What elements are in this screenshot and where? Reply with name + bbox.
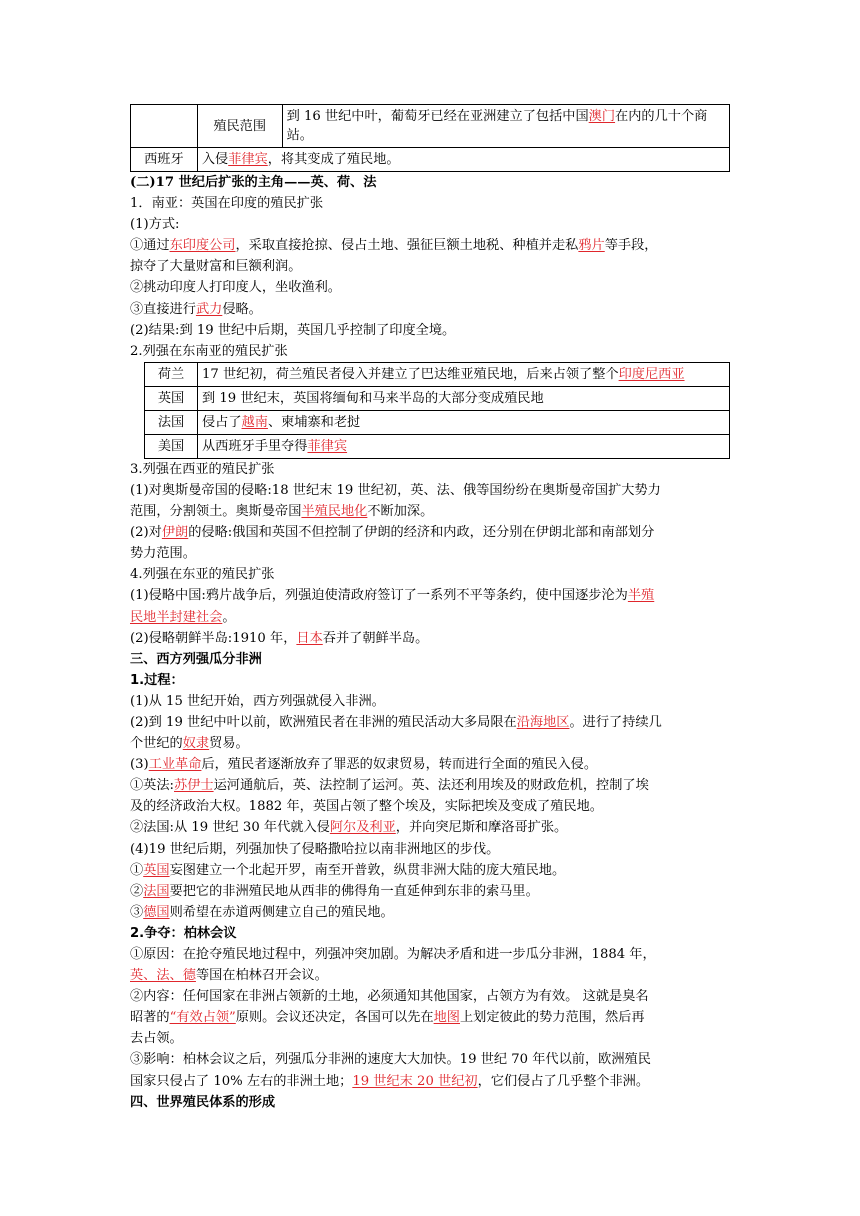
- keyword: 地图: [433, 1010, 460, 1026]
- country-cell: 美国: [145, 434, 198, 458]
- keyword: 武力: [195, 301, 223, 317]
- subsection-title: 1．南亚：英国在印度的殖民扩张: [130, 196, 324, 212]
- subsection-title: 4.列强在东亚的殖民扩张: [130, 567, 275, 583]
- keyword: 澳门: [588, 109, 616, 124]
- paragraph: (2)侵略朝鲜半岛:1910 年，日本吞并了朝鲜半岛。: [130, 630, 429, 646]
- keyword: 法国: [143, 883, 170, 899]
- paragraph: 掠夺了大量财富和巨额利润。: [130, 259, 302, 275]
- table-row: [145, 434, 730, 458]
- keyword: 德国: [143, 904, 170, 920]
- keyword: 民地半封建社会: [130, 609, 223, 625]
- paragraph: (2)结果:到 19 世纪中后期，英国几乎控制了印度全境。: [130, 322, 456, 338]
- row-content: 到 16 世纪中叶，葡萄牙已经在亚洲建立了包括中国澳门在内的几十个商站。: [282, 105, 729, 148]
- keyword: 菲律宾: [228, 152, 268, 167]
- country-cell: 英国: [145, 386, 198, 410]
- section-heading: 四、世界殖民体系的形成: [130, 1094, 276, 1110]
- subsection-title: 3.列强在西亚的殖民扩张: [130, 461, 275, 477]
- keyword: 19 世纪末 20 世纪初: [352, 1073, 478, 1089]
- subsection-title: 2.争夺：柏林会议: [130, 925, 237, 941]
- portugal-spain-table: [130, 104, 730, 172]
- keyword: 英、法、德: [130, 968, 196, 984]
- paragraph: 势力范围。: [130, 546, 196, 562]
- document-page: [130, 104, 730, 1113]
- paragraph: (4)19 世纪后期，列强加快了侵略撒哈拉以南非洲地区的步伐。: [130, 841, 500, 857]
- paragraph: (1)方式:: [130, 217, 180, 233]
- row-content: 入侵菲律宾，将其变成了殖民地。: [197, 148, 729, 172]
- table-row: [131, 105, 730, 148]
- paragraph: 个世纪的奴隶贸易。: [130, 736, 249, 752]
- paragraph: ①原因：在抢夺殖民地过程中，列强冲突加剧。为解决矛盾和进一步瓜分非洲，1884 年，: [130, 947, 656, 962]
- row-label: 殖民范围: [197, 105, 282, 148]
- paragraph: (1)从 15 世纪开始，西方列强就侵入非洲。: [130, 693, 385, 709]
- paragraph: ①英国妄图建立一个北起开罗，南至开普敦，纵贯非洲大陆的庞大殖民地。: [130, 862, 566, 878]
- paragraph: 民地半封建社会。: [130, 609, 236, 625]
- paragraph: (2)对伊朗的侵略:俄国和英国不但控制了伊朗的经济和内政，还分别在伊朗北部和南部划分: [130, 525, 655, 541]
- keyword: 半殖民地化: [301, 504, 368, 520]
- keyword: “有效占领”: [169, 1010, 236, 1026]
- southeast-asia-table: [144, 362, 730, 459]
- keyword: 英国: [143, 862, 170, 878]
- paragraph: ①英法:苏伊士运河通航后，英、法控制了运河。英、法还利用埃及的财政危机，控制了埃: [130, 778, 649, 794]
- paragraph: 及的经济政治大权。1882 年，英国占领了整个埃及，实际把埃及变成了殖民地。: [130, 799, 603, 815]
- paragraph: ②法国要把它的非洲殖民地从西非的佛得角一直延伸到东非的索马里。: [130, 883, 539, 899]
- row-content: 侵占了越南、柬埔寨和老挝: [198, 410, 730, 434]
- paragraph: (3)工业革命后，殖民者逐渐放弃了罪恶的奴隶贸易，转而进行全面的殖民入侵。: [130, 757, 598, 773]
- keyword: 日本: [296, 630, 323, 646]
- keyword: 阿尔及利亚: [329, 820, 396, 836]
- keyword: 伊朗: [161, 525, 189, 541]
- keyword: 印度尼西亚: [618, 366, 685, 382]
- keyword: 菲律宾: [307, 438, 348, 454]
- paragraph: (2)到 19 世纪中叶以前，欧洲殖民者在非洲的殖民活动大多局限在沿海地区。进行了持续几: [130, 714, 662, 730]
- row-content: 17 世纪初，荷兰殖民者侵入并建立了巴达维亚殖民地，后来占领了整个印度尼西亚: [198, 362, 730, 386]
- row-content: 到 19 世纪末，英国将缅甸和马来半岛的大部分变成殖民地: [198, 386, 730, 410]
- paragraph: ③德国则希望在赤道两侧建立自己的殖民地。: [130, 904, 394, 920]
- keyword: 越南: [241, 414, 268, 430]
- paragraph: ①通过东印度公司，采取直接抢掠、侵占土地、强征巨额土地税、种植并走私鸦片等手段，: [130, 238, 658, 254]
- table-row: [145, 410, 730, 434]
- keyword: 苏伊士: [174, 778, 214, 794]
- paragraph: 范围，分割领土。奥斯曼帝国半殖民地化不断加深。: [130, 504, 434, 520]
- section-heading: 三、西方列强瓜分非洲: [130, 651, 262, 667]
- keyword: 奴隶: [182, 736, 210, 752]
- paragraph: ②法国:从 19 世纪 30 年代就入侵阿尔及利亚，并向突尼斯和摩洛哥扩张。: [130, 820, 568, 836]
- section-heading: (二)17 世纪后扩张的主角——英、荷、法: [130, 175, 377, 190]
- keyword: 半殖: [627, 588, 655, 604]
- country-cell: 法国: [145, 410, 198, 434]
- table-row: [145, 386, 730, 410]
- keyword: 鸦片: [578, 238, 605, 254]
- paragraph: ②挑动印度人打印度人，坐收渔利。: [130, 280, 341, 296]
- row-content: 从西班牙手里夺得菲律宾: [198, 434, 730, 458]
- keyword: 东印度公司: [169, 238, 236, 254]
- paragraph: 国家只侵占了 10% 左右的非洲土地；19 世纪末 20 世纪初，它们侵占了几乎整个非洲。: [130, 1073, 650, 1089]
- paragraph: 昭著的“有效占领”原则。会议还决定，各国可以先在地图上划定彼此的势力范围，然后再: [130, 1010, 645, 1026]
- paragraph: (1)侵略中国:鸦片战争后，列强迫使清政府签订了一系列不平等条约，使中国逐步沦为半殖: [130, 588, 655, 604]
- paragraph: ③影响：柏林会议之后，列强瓜分非洲的速度大大加快。19 世纪 70 年代以前，欧洲殖民: [130, 1052, 651, 1068]
- paragraph: 去占领。: [130, 1031, 183, 1047]
- table-row: [131, 148, 730, 172]
- paragraph: (1)对奥斯曼帝国的侵略:18 世纪末 19 世纪初，英、法、俄等国纷纷在奥斯曼帝国扩大势力: [130, 482, 661, 498]
- paragraph: ②内容：任何国家在非洲占领新的土地，必须通知其他国家，占领方为有效。 这就是臭名: [130, 989, 649, 1005]
- paragraph: 英、法、德等国在柏林召开会议。: [130, 968, 328, 984]
- keyword: 工业革命: [148, 757, 202, 773]
- table-row: [145, 362, 730, 386]
- paragraph: ③直接进行武力侵略。: [130, 301, 262, 317]
- subsection-title: 1.过程：: [130, 672, 184, 688]
- subsection-title: 2.列强在东南亚的殖民扩张: [130, 343, 288, 359]
- country-cell: 西班牙: [131, 148, 198, 172]
- empty-cell: [131, 105, 198, 148]
- keyword: 沿海地区: [516, 714, 570, 730]
- country-cell: 荷兰: [145, 362, 198, 386]
